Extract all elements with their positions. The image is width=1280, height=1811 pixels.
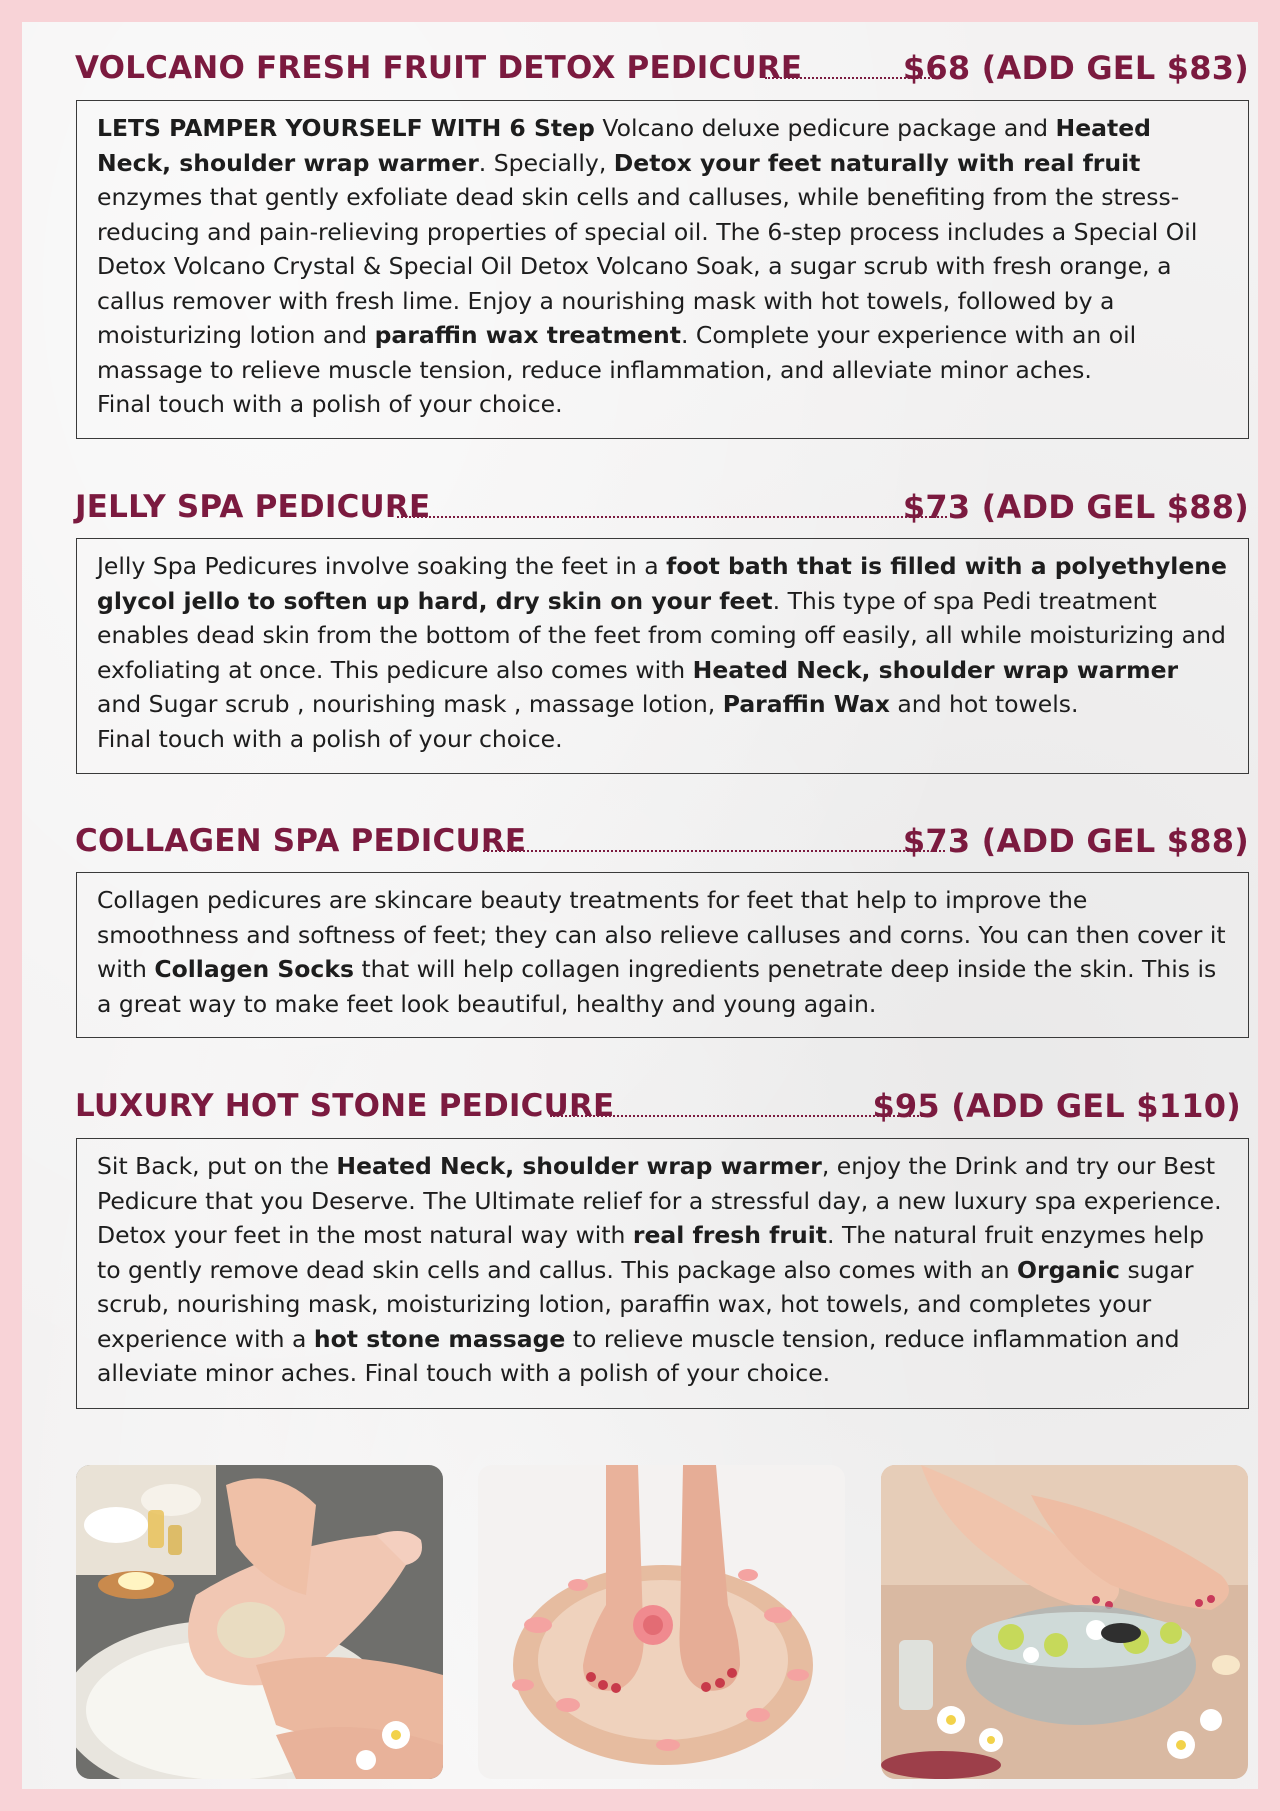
text-run: Sit Back, put on the xyxy=(97,1152,337,1180)
service-title: JELLY SPA PEDICURE xyxy=(75,489,431,525)
service-title: LUXURY HOT STONE PEDICURE xyxy=(75,1088,615,1124)
service-price: $95 (ADD GEL $110) xyxy=(872,1087,1241,1125)
rose-petal-foot-bath-photo xyxy=(478,1465,845,1779)
service-description-box xyxy=(76,538,1249,774)
text-run: to relieve muscle tension, reduce inflammation and alleviate minor aches. Final touch with a polish of your choice. xyxy=(97,1324,1180,1387)
service-collagen xyxy=(53,817,1249,1018)
leader-dots xyxy=(483,850,945,852)
service-jelly xyxy=(53,483,1249,753)
bold-text-run: Organic xyxy=(1017,1255,1120,1284)
bold-text-run: Paraffin Wax xyxy=(722,690,890,718)
bold-text-run: real fresh fruit xyxy=(632,1221,828,1249)
text-run: Final touch with a polish of your choice. xyxy=(97,724,563,753)
service-header xyxy=(53,1082,1249,1130)
service-header xyxy=(53,817,1249,865)
text-run: Jelly Spa Pedicures involve soaking the feet in a xyxy=(97,552,667,580)
menu-page xyxy=(22,22,1258,1789)
service-description-box xyxy=(76,100,1249,439)
bold-text-run: LETS PAMPER YOURSELF WITH 6 Step xyxy=(97,114,595,142)
text-run: and Sugar scrub , nourishing mask , massage lotion, xyxy=(97,690,723,718)
description-closing xyxy=(97,387,1228,422)
text-run: . Complete your experience with an oil massage to relieve muscle tension, reduce inflammation, and alleviate minor aches. xyxy=(97,321,1137,384)
photo-strip xyxy=(76,1465,1248,1779)
service-price: $73 (ADD GEL $88) xyxy=(902,488,1249,526)
text-run: and hot towels. xyxy=(889,690,1079,718)
text-run: . This type of spa Pedi treatment enables dead skin from the bottom of the feet from coming off easily, all while moisturizing and exfoliating at once. This pedicure also comes with xyxy=(97,586,1226,684)
bold-text-run: Collagen Socks xyxy=(154,955,354,983)
text-run: , enjoy the Drink and try our Best Pedicure that you Deserve. The Ultimate relief for a stressful day, a new luxury spa experience. Detox your feet in the most natural way with xyxy=(97,1152,1222,1249)
service-title: VOLCANO FRESH FRUIT DETOX PEDICURE xyxy=(75,50,803,86)
bold-text-run: Heated Neck, shoulder wrap warmer xyxy=(692,655,1179,684)
text-run: Collagen pedicures are skincare beauty treatments for feet that help to improve the smoothness and softness of feet; they can also relieve calluses and corns. You can then cover it with xyxy=(97,886,1226,983)
text-run: . The natural fruit enzymes help to gently remove dead skin cells and callus. This package also comes with an xyxy=(97,1221,1205,1284)
description xyxy=(97,549,1228,722)
description xyxy=(97,883,1228,1021)
description-closing xyxy=(97,722,1228,757)
service-volcano xyxy=(53,44,1249,418)
service-title: COLLAGEN SPA PEDICURE xyxy=(75,823,527,859)
text-run: Final touch with a polish of your choice. xyxy=(97,390,563,418)
text-run: enzymes that gently exfoliate dead skin cells and calluses, while benefiting from the stress-reducing and pain-relieving properties of special oil. The 6-step process includes a Special Oil Detox Volcano Crystal & Special Oil Detox Volcano Soak, a sugar scrub with fresh orange, a callus remover with fresh lime. Enjoy a nourishing mask with hot towels, followed by a moisturizing lotion and xyxy=(97,183,1198,349)
text-run: . Specially, xyxy=(478,148,614,177)
service-description-box xyxy=(76,1138,1249,1409)
bold-text-run: foot bath that is filled with a polyethylene glycol jello to soften up hard, dry skin on your feet xyxy=(97,552,1227,615)
text-run: sugar scrub, nourishing mask, moisturizing lotion, paraffin wax, hot towels, and completes your experience with a xyxy=(97,1255,1194,1353)
service-hot-stone xyxy=(53,1082,1249,1387)
leader-dots xyxy=(397,516,947,518)
bold-text-run: Detox your feet naturally with real fruit xyxy=(613,148,1141,177)
service-description-box xyxy=(76,872,1249,1038)
bold-text-run: paraffin wax treatment xyxy=(374,321,681,349)
foot-scrub-photo xyxy=(76,1465,443,1779)
service-price: $68 (ADD GEL $83) xyxy=(902,49,1249,87)
service-price: $73 (ADD GEL $88) xyxy=(902,822,1249,860)
description xyxy=(97,1149,1228,1391)
service-header xyxy=(53,44,1249,92)
bold-text-run: Heated Neck, shoulder wrap warmer xyxy=(336,1152,822,1180)
text-run: Volcano deluxe pedicure package and xyxy=(594,114,1056,142)
text-run: that will help collagen ingredients penetrate deep inside the skin. This is a great way to make feet look beautiful, healthy and young again. xyxy=(97,955,1217,1018)
service-header xyxy=(53,483,1249,531)
bold-text-run: Heated Neck, shoulder wrap warmer xyxy=(97,114,1152,177)
description xyxy=(97,111,1228,387)
bold-text-run: hot stone massage xyxy=(313,1324,566,1353)
flower-bowl-foot-soak-photo xyxy=(881,1465,1248,1779)
